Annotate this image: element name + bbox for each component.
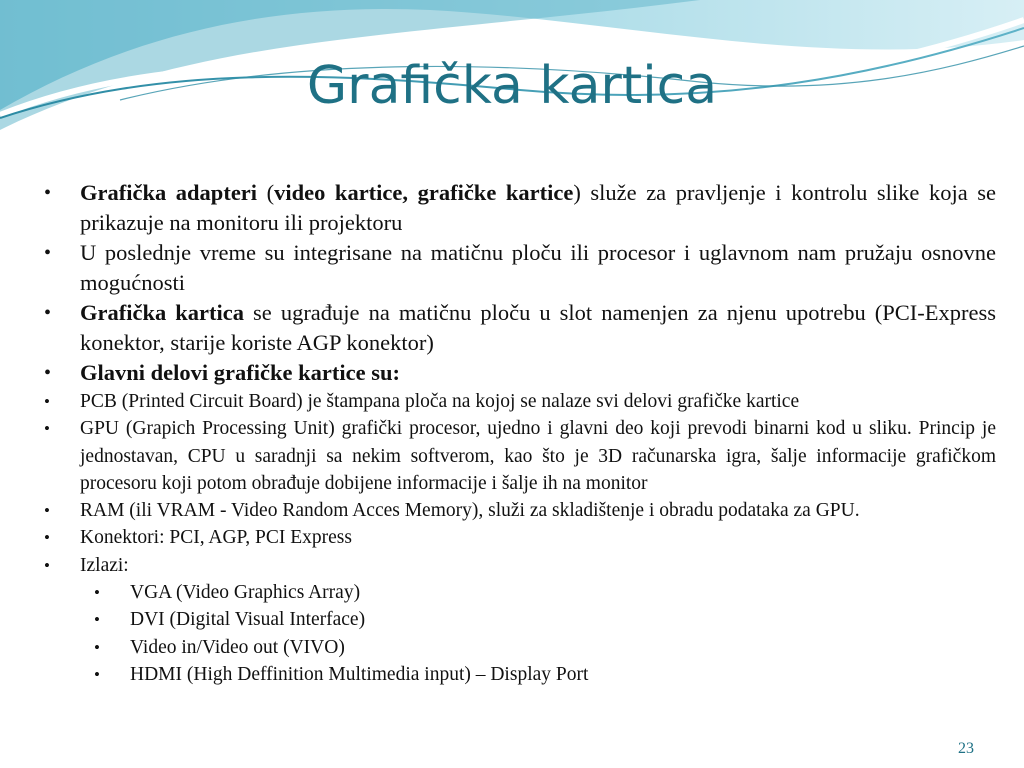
list-item: [44, 298, 996, 358]
bullet-icon: •: [44, 302, 52, 324]
item-text: U poslednje vreme su integrisane na matičnu ploču ili procesor i uglavnom nam pružaju osnovne mogućnosti: [80, 240, 996, 295]
sub-list-item: [94, 579, 996, 606]
list-item: [44, 552, 996, 579]
list-item: [44, 178, 996, 238]
item-bold: Grafička adapteri: [80, 180, 258, 205]
item-text: HDMI (High Deffinition Multimedia input) – Display Port: [130, 663, 589, 685]
bullet-icon: •: [94, 610, 100, 630]
slide-title: Grafička kartica: [306, 56, 718, 116]
item-text: PCB (Printed Circuit Board) je štampana ploča na kojoj se nalaze svi delovi grafičke kartice: [80, 391, 800, 412]
bullet-icon: •: [44, 555, 50, 575]
list-item: [44, 358, 996, 388]
list-item: [44, 497, 996, 524]
bullet-icon: •: [44, 501, 50, 521]
item-text: RAM (ili VRAM - Video Random Acces Memory), služi za skladištenje i obradu podataka za GPU.: [80, 500, 860, 522]
bullet-list: [44, 178, 996, 688]
sub-list-item: [94, 661, 996, 688]
bullet-icon: •: [44, 528, 50, 548]
sub-list-item: [94, 634, 996, 661]
bullet-icon: •: [94, 583, 100, 603]
list-item: [44, 388, 996, 415]
item-text: DVI (Digital Visual Interface): [130, 609, 366, 631]
bullet-icon: •: [44, 242, 52, 264]
item-text: ) služe za pravljenje i kontrolu slike koja se prikazuje na monitoru ili projektoru: [80, 180, 996, 235]
page-number: 23: [958, 740, 974, 757]
bullet-icon: •: [44, 392, 50, 411]
item-text: VGA (Video Graphics Array): [130, 582, 361, 604]
item-bold: Grafička kartica: [80, 300, 244, 325]
item-bold: video kartice, grafičke kartice: [274, 180, 574, 205]
item-text: Konektori: PCI, AGP, PCI Express: [80, 527, 352, 549]
bullet-icon: •: [44, 362, 52, 384]
bullet-icon: •: [44, 419, 50, 439]
list-item: [44, 415, 996, 497]
sub-list-item: [94, 606, 996, 633]
list-item: [44, 238, 996, 298]
item-text: se ugrađuje na matičnu ploču u slot namenjen za njenu upotrebu (PCI-Express konektor, starije koriste AGP konektor): [80, 300, 996, 355]
bullet-icon: •: [44, 182, 52, 204]
item-text: GPU (Grapich Processing Unit) grafički procesor, ujedno i glavni deo koji prevodi binarni kod u sliku. Princip je jednostavan, CPU u saradnji sa nekim softverom, kao što je 3D računarska igra, šalje informacije grafičkom procesoru koji potom obrađuje dobijene informacije i šalje ih na monitor: [80, 418, 996, 494]
item-text: Izlazi:: [80, 554, 129, 576]
bullet-icon: •: [94, 664, 100, 684]
list-item: [44, 524, 996, 551]
item-text: Video in/Video out (VIVO): [130, 636, 345, 658]
item-text: (: [257, 180, 275, 205]
bullet-icon: •: [94, 637, 100, 657]
item-bold: Glavni delovi grafičke kartice su:: [80, 360, 400, 385]
